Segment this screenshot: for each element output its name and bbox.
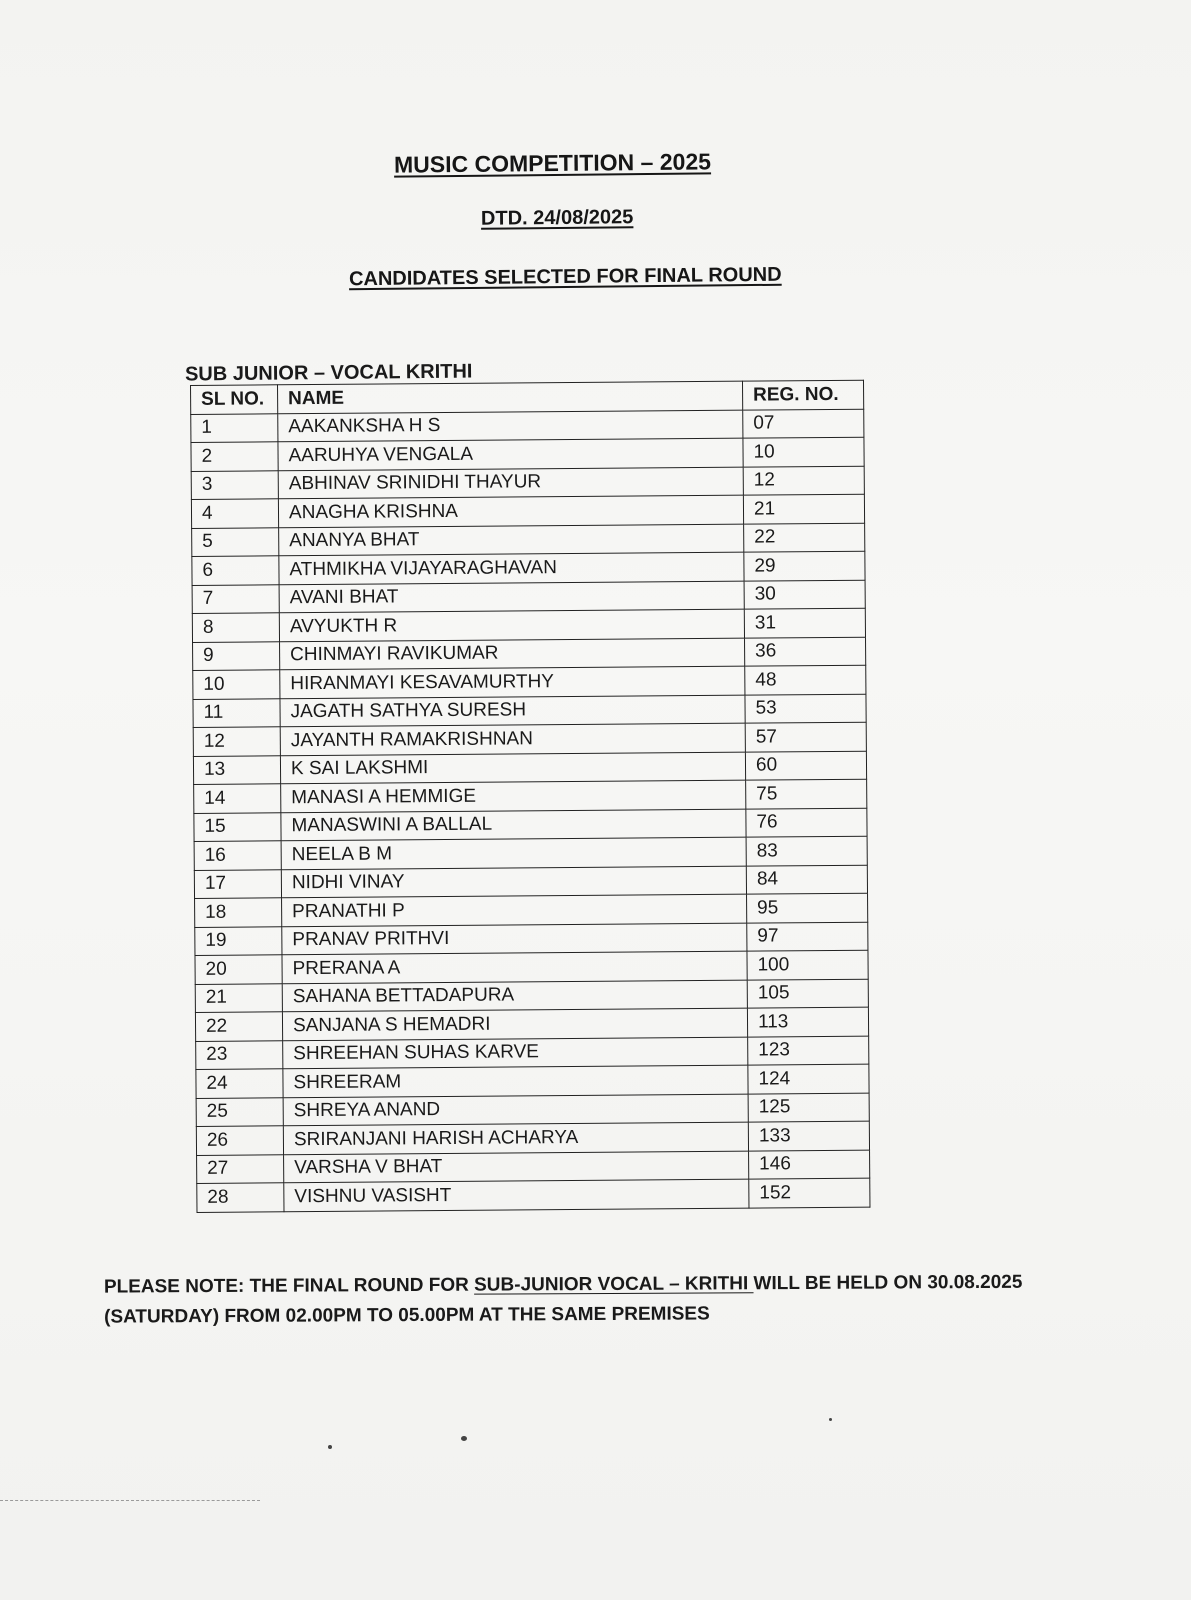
cell-sl-no: 18 bbox=[195, 898, 282, 927]
cell-reg-no: 48 bbox=[745, 665, 866, 694]
cell-sl-no: 8 bbox=[192, 613, 279, 642]
cell-sl-no: 25 bbox=[196, 1097, 283, 1126]
cell-name: PRERANA A bbox=[282, 951, 747, 983]
cell-name: VISHNU VASISHT bbox=[284, 1179, 749, 1211]
cell-name: JAYANTH RAMAKRISHNAN bbox=[280, 723, 745, 755]
cell-name: MANASI A HEMMIGE bbox=[281, 780, 746, 812]
cell-reg-no: 95 bbox=[747, 893, 868, 922]
cell-reg-no: 22 bbox=[744, 523, 865, 552]
cell-sl-no: 2 bbox=[191, 442, 278, 471]
section-title: SUB JUNIOR – VOCAL KRITHI bbox=[184, 360, 473, 386]
cell-reg-no: 83 bbox=[746, 836, 867, 865]
cell-sl-no: 3 bbox=[191, 470, 278, 499]
cell-reg-no: 152 bbox=[749, 1178, 870, 1207]
cell-reg-no: 21 bbox=[743, 494, 864, 523]
cell-name: ABHINAV SRINIDHI THAYUR bbox=[278, 467, 743, 499]
column-header-sl-no: SL NO. bbox=[191, 385, 278, 414]
cell-sl-no: 27 bbox=[197, 1154, 284, 1183]
cell-reg-no: 146 bbox=[749, 1150, 870, 1179]
cell-name: SHREERAM bbox=[283, 1065, 748, 1097]
cell-name: SANJANA S HEMADRI bbox=[282, 1008, 747, 1040]
cell-reg-no: 57 bbox=[745, 722, 866, 751]
cell-sl-no: 1 bbox=[191, 413, 278, 442]
cell-reg-no: 10 bbox=[743, 437, 864, 466]
cell-name: AAKANKSHA H S bbox=[278, 410, 743, 442]
cell-name: K SAI LAKSHMI bbox=[280, 752, 745, 784]
cell-reg-no: 76 bbox=[746, 808, 867, 837]
cell-sl-no: 5 bbox=[192, 527, 279, 556]
cell-reg-no: 36 bbox=[745, 637, 866, 666]
note-prefix: PLEASE NOTE: THE FINAL ROUND FOR bbox=[103, 1274, 475, 1298]
cell-name: JAGATH SATHYA SURESH bbox=[280, 695, 745, 727]
paper-speck bbox=[829, 1418, 832, 1421]
cell-reg-no: 30 bbox=[744, 580, 865, 609]
cell-sl-no: 11 bbox=[193, 698, 280, 727]
cell-reg-no: 75 bbox=[746, 779, 867, 808]
cell-name: SRIRANJANI HARISH ACHARYA bbox=[283, 1122, 748, 1154]
cell-reg-no: 113 bbox=[747, 1007, 868, 1036]
cell-reg-no: 60 bbox=[745, 751, 866, 780]
paper-speck bbox=[461, 1436, 467, 1441]
cell-sl-no: 12 bbox=[193, 727, 280, 756]
cell-name: AVYUKTH R bbox=[279, 609, 744, 641]
cell-sl-no: 10 bbox=[193, 670, 280, 699]
cell-sl-no: 6 bbox=[192, 556, 279, 585]
cell-reg-no: 105 bbox=[747, 979, 868, 1008]
column-header-reg-no: REG. NO. bbox=[742, 380, 863, 409]
cell-sl-no: 20 bbox=[195, 955, 282, 984]
cell-name: SHREYA ANAND bbox=[283, 1094, 748, 1126]
cell-sl-no: 22 bbox=[195, 1012, 282, 1041]
paper-speck bbox=[328, 1445, 332, 1449]
document-title: MUSIC COMPETITION – 2025 bbox=[393, 148, 712, 178]
cell-name: AARUHYA VENGALA bbox=[278, 438, 743, 470]
document-date: DTD. 24/08/2025 bbox=[480, 206, 634, 230]
cell-name: SHREEHAN SUHAS KARVE bbox=[283, 1037, 748, 1069]
cell-reg-no: 97 bbox=[747, 922, 868, 951]
cell-name: PRANATHI P bbox=[282, 894, 747, 926]
cell-sl-no: 21 bbox=[195, 983, 282, 1012]
cell-sl-no: 14 bbox=[194, 784, 281, 813]
cell-reg-no: 133 bbox=[748, 1121, 869, 1150]
cell-reg-no: 124 bbox=[748, 1064, 869, 1093]
table-row bbox=[197, 1178, 870, 1212]
results-table bbox=[190, 380, 870, 1213]
cell-name: MANASWINI A BALLAL bbox=[281, 809, 746, 841]
cell-name: HIRANMAYI KESAVAMURTHY bbox=[280, 666, 745, 698]
cell-reg-no: 31 bbox=[744, 608, 865, 637]
paper-fold-mark bbox=[0, 1500, 260, 1501]
cell-sl-no: 15 bbox=[194, 812, 281, 841]
cell-sl-no: 7 bbox=[192, 584, 279, 613]
cell-name: NIDHI VINAY bbox=[281, 866, 746, 898]
cell-sl-no: 17 bbox=[194, 869, 281, 898]
cell-reg-no: 100 bbox=[747, 950, 868, 979]
cell-sl-no: 4 bbox=[191, 499, 278, 528]
cell-name: AVANI BHAT bbox=[279, 581, 744, 613]
cell-sl-no: 28 bbox=[197, 1183, 284, 1212]
cell-sl-no: 23 bbox=[196, 1040, 283, 1069]
note-suffix: WILL BE HELD ON 30.08.2025 bbox=[753, 1271, 1023, 1295]
note-highlight: SUB-JUNIOR VOCAL – KRITHI bbox=[474, 1273, 754, 1296]
cell-reg-no: 84 bbox=[746, 865, 867, 894]
cell-name: SAHANA BETTADAPURA bbox=[282, 980, 747, 1012]
cell-sl-no: 13 bbox=[193, 755, 280, 784]
results-table-wrapper bbox=[190, 380, 870, 1213]
note-line-2: (SATURDAY) FROM 02.00PM TO 05.00PM AT THE SAME PREMISES bbox=[104, 1303, 710, 1328]
cell-sl-no: 26 bbox=[196, 1126, 283, 1155]
cell-reg-no: 53 bbox=[745, 694, 866, 723]
cell-reg-no: 125 bbox=[748, 1093, 869, 1122]
cell-reg-no: 12 bbox=[743, 466, 864, 495]
cell-name: ATHMIKHA VIJAYARAGHAVAN bbox=[279, 552, 744, 584]
cell-name: NEELA B M bbox=[281, 837, 746, 869]
cell-name: ANAGHA KRISHNA bbox=[278, 495, 743, 527]
cell-reg-no: 07 bbox=[743, 409, 864, 438]
cell-reg-no: 123 bbox=[748, 1036, 869, 1065]
cell-sl-no: 19 bbox=[195, 926, 282, 955]
column-header-name: NAME bbox=[278, 381, 743, 413]
cell-name: CHINMAYI RAVIKUMAR bbox=[280, 638, 745, 670]
table-body bbox=[191, 409, 870, 1212]
cell-name: ANANYA BHAT bbox=[279, 524, 744, 556]
document-subtitle: CANDIDATES SELECTED FOR FINAL ROUND bbox=[348, 263, 782, 291]
cell-reg-no: 29 bbox=[744, 551, 865, 580]
cell-sl-no: 16 bbox=[194, 841, 281, 870]
cell-name: PRANAV PRITHVI bbox=[282, 923, 747, 955]
cell-sl-no: 9 bbox=[193, 641, 280, 670]
cell-sl-no: 24 bbox=[196, 1069, 283, 1098]
final-round-note bbox=[104, 1267, 1104, 1332]
cell-name: VARSHA V BHAT bbox=[284, 1151, 749, 1183]
